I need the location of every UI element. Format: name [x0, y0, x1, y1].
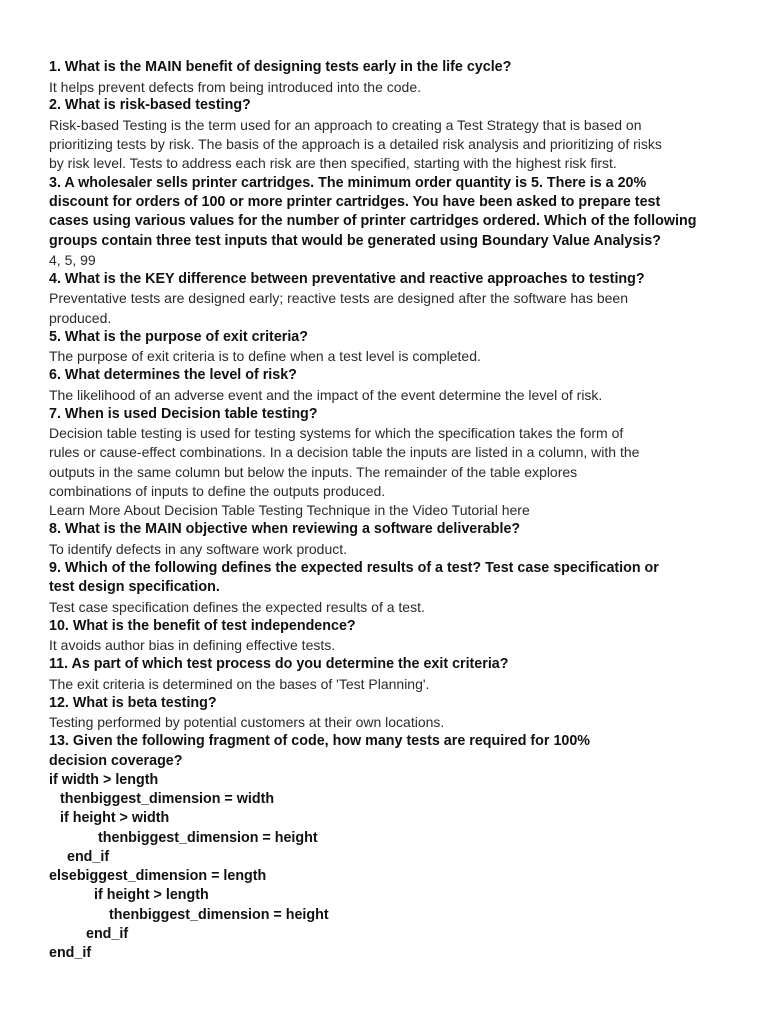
code-line-4: thenbiggest_dimension = height — [98, 830, 318, 846]
question-11: 11. As part of which test process do you determine the exit criteria? — [49, 656, 509, 672]
answer-2-line-2: prioritizing tests by risk. The basis of the approach is a detailed risk analysis and prioritizing of risks — [49, 136, 662, 152]
answer-2-line-3: by risk level. Tests to address each risk are then specified, starting with the highest risk first. — [49, 155, 617, 171]
code-line-9: end_if — [86, 926, 129, 942]
answer-7-line-1: Decision table testing is used for testing systems for which the specification takes the form of — [49, 425, 624, 441]
question-4: 4. What is the KEY difference between preventative and reactive approaches to testing? — [49, 271, 645, 287]
question-1: 1. What is the MAIN benefit of designing tests early in the life cycle? — [49, 59, 512, 75]
code-line-2: thenbiggest_dimension = width — [60, 791, 275, 807]
code-line-3: if height > width — [60, 810, 170, 826]
code-line-1: if width > length — [49, 772, 159, 788]
question-9-line-1: 9. Which of the following defines the expected results of a test? Test case specification or — [49, 560, 659, 576]
code-line-6: elsebiggest_dimension = length — [49, 868, 267, 884]
question-6: 6. What determines the level of risk? — [49, 367, 297, 383]
question-5: 5. What is the purpose of exit criteria? — [49, 329, 308, 345]
question-3-line-3: cases using various values for the number of printer cartridges ordered. Which of the following — [49, 213, 697, 229]
answer-8: To identify defects in any software work product. — [49, 541, 348, 557]
answer-7-line-2: rules or cause-effect combinations. In a decision table the inputs are listed in a column, with the — [49, 444, 640, 460]
question-13-line-1: 13. Given the following fragment of code, how many tests are required for 100% — [49, 733, 591, 749]
question-12: 12. What is beta testing? — [49, 695, 217, 711]
answer-6: The likelihood of an adverse event and the impact of the event determine the level of risk. — [49, 387, 603, 403]
question-7: 7. When is used Decision table testing? — [49, 406, 318, 422]
answer-1: It helps prevent defects from being introduced into the code. — [49, 79, 422, 95]
decision-table-tutorial-link[interactable]: Learn More About Decision Table Testing Technique in the Video Tutorial here — [49, 502, 530, 518]
question-3-line-2: discount for orders of 100 or more printer cartridges. You have been asked to prepare test — [49, 194, 661, 210]
answer-7-line-3: outputs in the same column but below the inputs. The remainder of the table explores — [49, 464, 578, 480]
answer-5: The purpose of exit criteria is to define when a test level is completed. — [49, 348, 481, 364]
answer-4-line-1: Preventative tests are designed early; reactive tests are designed after the software has been — [49, 290, 628, 306]
answer-4-line-2: produced. — [49, 310, 112, 326]
answer-2-line-1: Risk-based Testing is the term used for an approach to creating a Test Strategy that is based on — [49, 117, 642, 133]
question-8: 8. What is the MAIN objective when reviewing a software deliverable? — [49, 521, 521, 537]
answer-7-line-4: combinations of inputs to define the outputs produced. — [49, 483, 386, 499]
answer-10: It avoids author bias in defining effective tests. — [49, 637, 336, 653]
question-2: 2. What is risk-based testing? — [49, 97, 251, 113]
question-3-line-1: 3. A wholesaler sells printer cartridges. The minimum order quantity is 5. There is a 20% — [49, 175, 647, 191]
code-line-10: end_if — [49, 945, 92, 961]
question-3-line-4: groups contain three test inputs that would be generated using Boundary Value Analysis? — [49, 233, 661, 249]
answer-12: Testing performed by potential customers at their own locations. — [49, 714, 445, 730]
question-10: 10. What is the benefit of test independence? — [49, 618, 356, 634]
answer-11: The exit criteria is determined on the bases of 'Test Planning'. — [49, 676, 430, 692]
answer-9: Test case specification defines the expected results of a test. — [49, 599, 425, 615]
answer-3: 4, 5, 99 — [49, 252, 96, 268]
code-line-7: if height > length — [94, 887, 209, 903]
question-13-line-2: decision coverage? — [49, 753, 183, 769]
code-line-5: end_if — [67, 849, 110, 865]
code-line-8: thenbiggest_dimension = height — [109, 907, 329, 923]
question-9-line-2: test design specification. — [49, 579, 220, 595]
